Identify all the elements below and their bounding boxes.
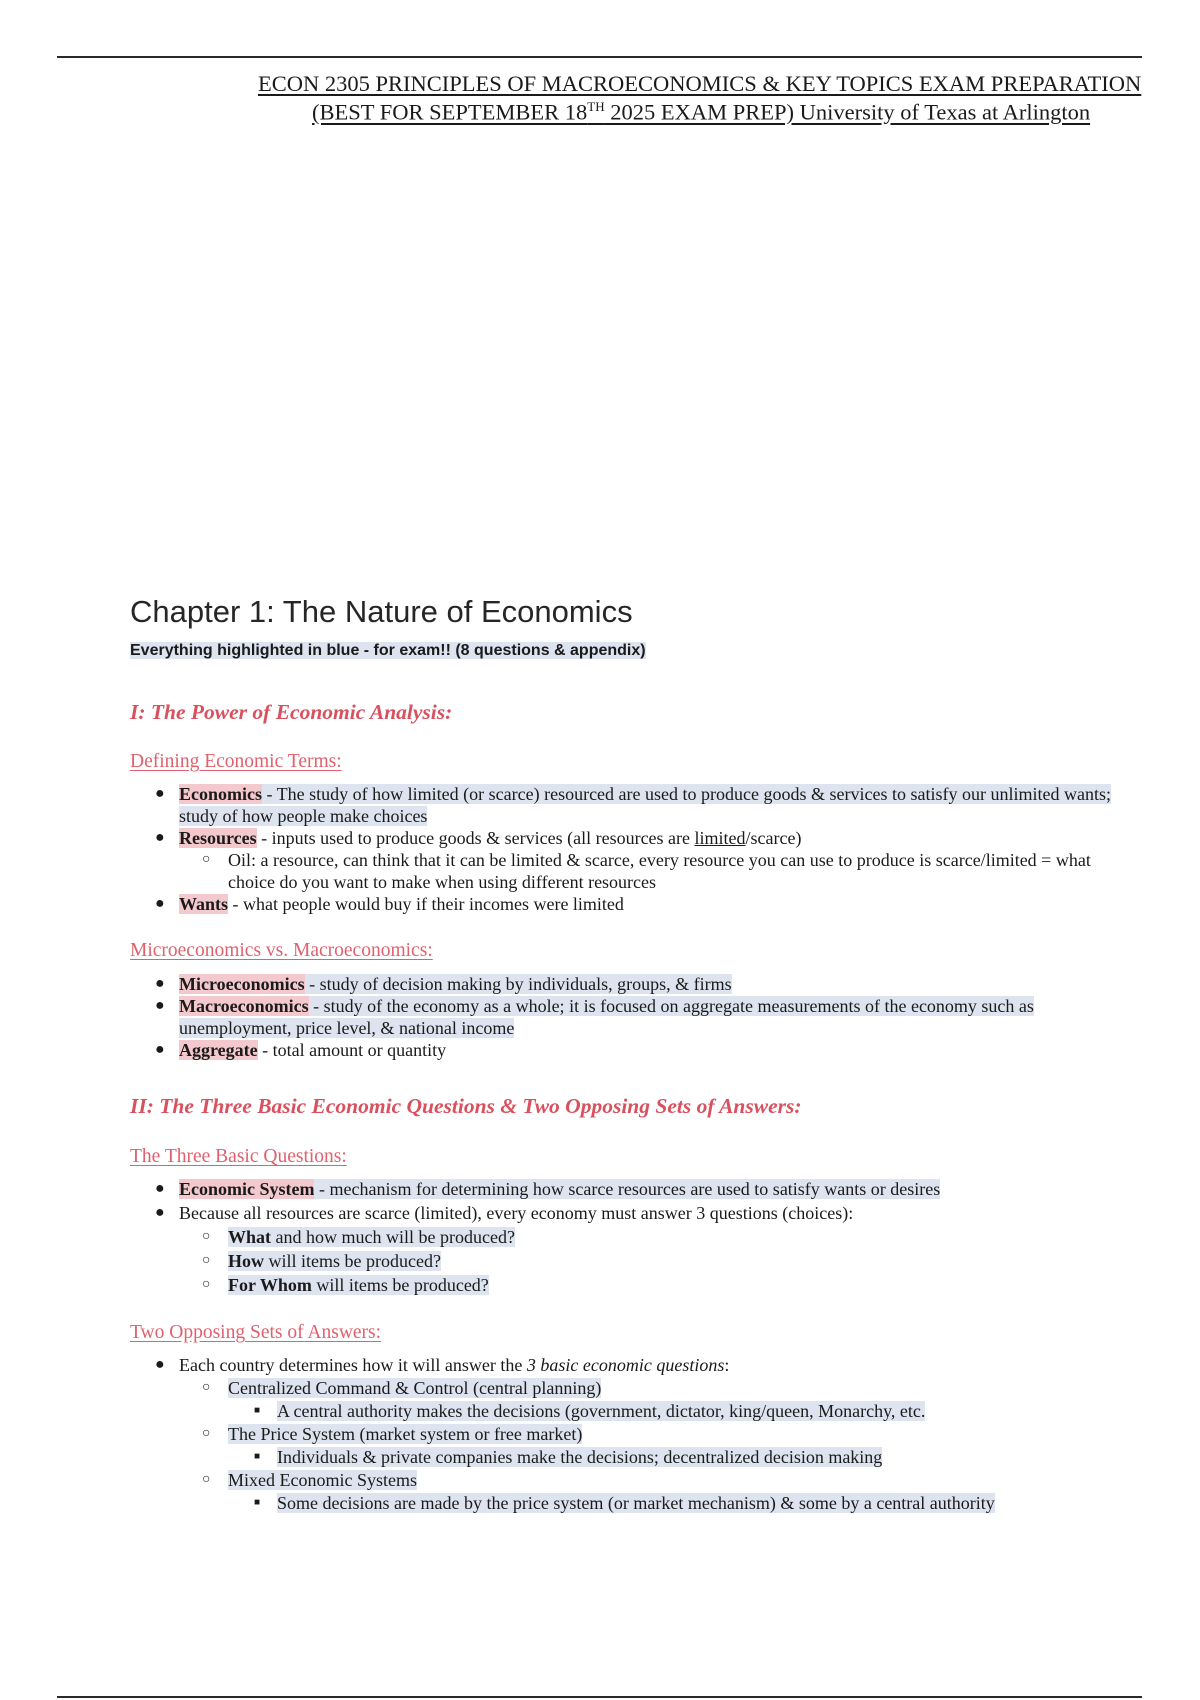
list-item: ● Macroeconomics - study of the economy as a whole; it is focused on aggregate measurements of the economy such as — [155, 996, 1034, 1016]
term-economic-system: Economic System — [179, 1179, 315, 1199]
term-economics: Economics — [179, 784, 262, 804]
document-header-line2: (BEST FOR SEPTEMBER 18TH 2025 EXAM PREP) University of Texas at Arlington — [312, 99, 1091, 125]
list-item-continuation: study of how people make choices — [179, 806, 428, 826]
list-item: ● Each country determines how it will answer the 3 basic economic questions: — [155, 1355, 730, 1375]
term-resources: Resources — [179, 828, 257, 848]
list-item: ● Because all resources are scarce (limited), every economy must answer 3 questions (choices): — [155, 1203, 854, 1223]
sub-list-item-continuation: choice do you want to make when using different resources — [228, 872, 657, 892]
term-aggregate: Aggregate — [179, 1040, 258, 1060]
subheading-defining-terms: Defining Economic Terms: — [130, 751, 342, 772]
exam-note: Everything highlighted in blue - for exam!! (8 questions & appendix) — [130, 642, 646, 659]
list-item: ● Economics - The study of how limited (or scarce) resourced are used to produce goods & services to satisfy our unlimited wants; — [155, 784, 1111, 804]
sub-list-item: ○ Centralized Command & Control (central planning) — [202, 1378, 602, 1398]
list-item: ● Economic System - mechanism for determining how scarce resources are used to satisfy wants or desires — [155, 1179, 941, 1199]
bottom-rule — [57, 1696, 1142, 1698]
sub-list-item: ○ For Whom will items be produced? — [202, 1275, 489, 1295]
sub-sub-list-item: ■ Some decisions are made by the price system (or market mechanism) & some by a central authority — [254, 1493, 995, 1513]
subheading-micro-macro: Microeconomics vs. Macroeconomics: — [130, 940, 433, 961]
list-item: ● Resources - inputs used to produce goods & services (all resources are limited/scarce) — [155, 828, 802, 848]
section-heading-1: I: The Power of Economic Analysis: — [130, 700, 453, 724]
sub-list-item: ○ Oil: a resource, can think that it can be limited & scarce, every resource you can use to produce is scarce/limited = what — [202, 850, 1091, 870]
three-questions-list — [0, 1178, 1200, 1296]
section-heading-2: II: The Three Basic Economic Questions & Two Opposing Sets of Answers: — [130, 1094, 802, 1118]
term-macroeconomics: Macroeconomics — [179, 996, 309, 1016]
sub-sub-list-item: ■ Individuals & private companies make the decisions; decentralized decision making — [254, 1447, 883, 1467]
micro-macro-list — [0, 973, 1200, 1061]
list-item: ● Aggregate - total amount or quantity — [155, 1040, 447, 1060]
header-superscript: TH — [587, 99, 605, 114]
defining-terms-list — [0, 783, 1200, 915]
sub-list-item: ○ The Price System (market system or free market) — [202, 1424, 583, 1444]
document-header-line1: ECON 2305 PRINCIPLES OF MACROECONOMICS & KEY TOPICS EXAM PREPARATION — [258, 71, 1142, 96]
sub-list-item: ○ How will items be produced? — [202, 1251, 441, 1271]
chapter-title: Chapter 1: The Nature of Economics — [130, 594, 633, 629]
list-item-continuation: unemployment, price level, & national income — [179, 1018, 515, 1038]
sub-sub-list-item: ■ A central authority makes the decisions (government, dictator, king/queen, Monarchy, etc. — [254, 1401, 926, 1421]
sub-list-item: ○ What and how much will be produced? — [202, 1227, 515, 1247]
two-answers-list — [0, 1354, 1200, 1514]
subheading-two-answers: Two Opposing Sets of Answers: — [130, 1322, 382, 1343]
sub-list-item: ○ Mixed Economic Systems — [202, 1470, 417, 1490]
top-rule — [57, 56, 1142, 58]
term-microeconomics: Microeconomics — [179, 974, 305, 994]
subheading-three-questions: The Three Basic Questions: — [130, 1146, 347, 1167]
term-wants: Wants — [179, 894, 229, 914]
list-item: ● Wants - what people would buy if their incomes were limited — [155, 894, 624, 914]
list-item: ● Microeconomics - study of decision making by individuals, groups, & firms — [155, 974, 732, 994]
